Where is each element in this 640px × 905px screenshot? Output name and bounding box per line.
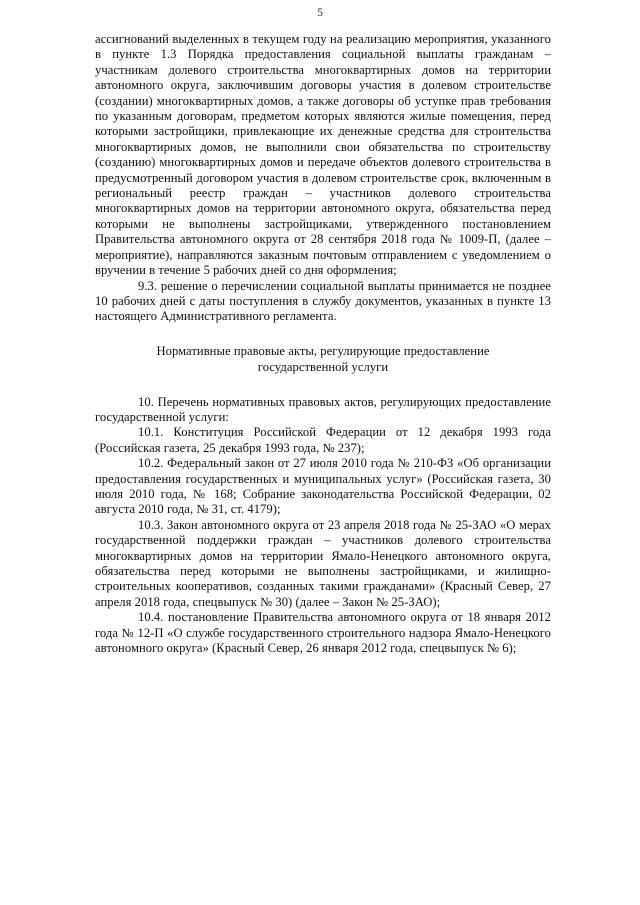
section-heading: Нормативные правовые акты, регулирующие предоставление государственной услуги — [156, 343, 490, 375]
paragraph-10-3: 10.3. Закон автономного округа от 23 апреля 2018 года № 25-ЗАО «О мерах государственной поддержки граждан – участников долевого строительства многоквартирных домов на территории Ямало-Ненецкого автономного округа, обязательства перед которыми не выполнены застройщиками, и жилищно-строительных кооперативов, созданных такими гражданами» (Красный Север, 27 апреля 2018 года, спецвыпуск № 30) (далее – Закон № 25-ЗАО); — [95, 517, 551, 609]
document-body — [95, 32, 551, 656]
paragraph-10: 10. Перечень нормативных правовых актов, регулирующих предоставление государственной услуги: — [95, 394, 551, 424]
paragraph-10-1: 10.1. Конституция Российской Федерации от 12 декабря 1993 года (Российская газета, 25 декабря 1993 года, № 237); — [95, 425, 551, 455]
paragraph-9-3: 9.3. решение о перечислении социальной выплаты принимается не позднее 10 рабочих дней с даты поступления в службу документов, указанных в пункте 13 настоящего Административного регламента. — [95, 278, 551, 324]
page-number: 5 — [317, 7, 323, 19]
paragraph-10-2: 10.2. Федеральный закон от 27 июля 2010 года № 210-ФЗ «Об организации предоставления государственных и муниципальных услуг» (Российская газета, 30 июля 2010 года, № 168; Собрание законодательства Российской Федерации, 02 августа 2010 года, № 31, ст. 4179); — [95, 456, 551, 517]
continuation-paragraph: ассигнований выделенных в текущем году на реализацию мероприятия, указанного в пункте 1.3 Порядка предоставления социальной выплаты гражданам – участникам долевого строительства многоквартирных домов на территории автономного округа, заключившим договоры участия в долевом строительстве (создании) многоквартирных домов, а также договоры об уступке прав требования по указанным договорам, предметом которых являются жилые помещения, перед которыми застройщики, привлекающие их денежные средства для строительства многоквартирных домов, не выполнили свои обязательства по строительству (созданию) многоквартирных домов и передаче объектов долевого строительства в предусмотренный договором участия в долевом строительстве срок, включенным в региональный реестр граждан – участников долевого строительства многоквартирных домов на территории автономного округа, обязательства перед которыми не выполнены застройщиками, утвержденного постановлением Правительства автономного округа от 28 сентября 2018 года № 1009-П, (далее – мероприятие), направляются заказным почтовым отправлением с уведомлением о вручении в течение 5 рабочих дней со дня оформления; — [95, 32, 551, 278]
paragraph-10-4: 10.4. постановление Правительства автономного округа от 18 января 2012 года № 12-П «О службе государственного строительного надзора Ямало-Ненецкого автономного округа» (Красный Север, 26 января 2012 года, спецвыпуск № 6); — [95, 610, 551, 656]
